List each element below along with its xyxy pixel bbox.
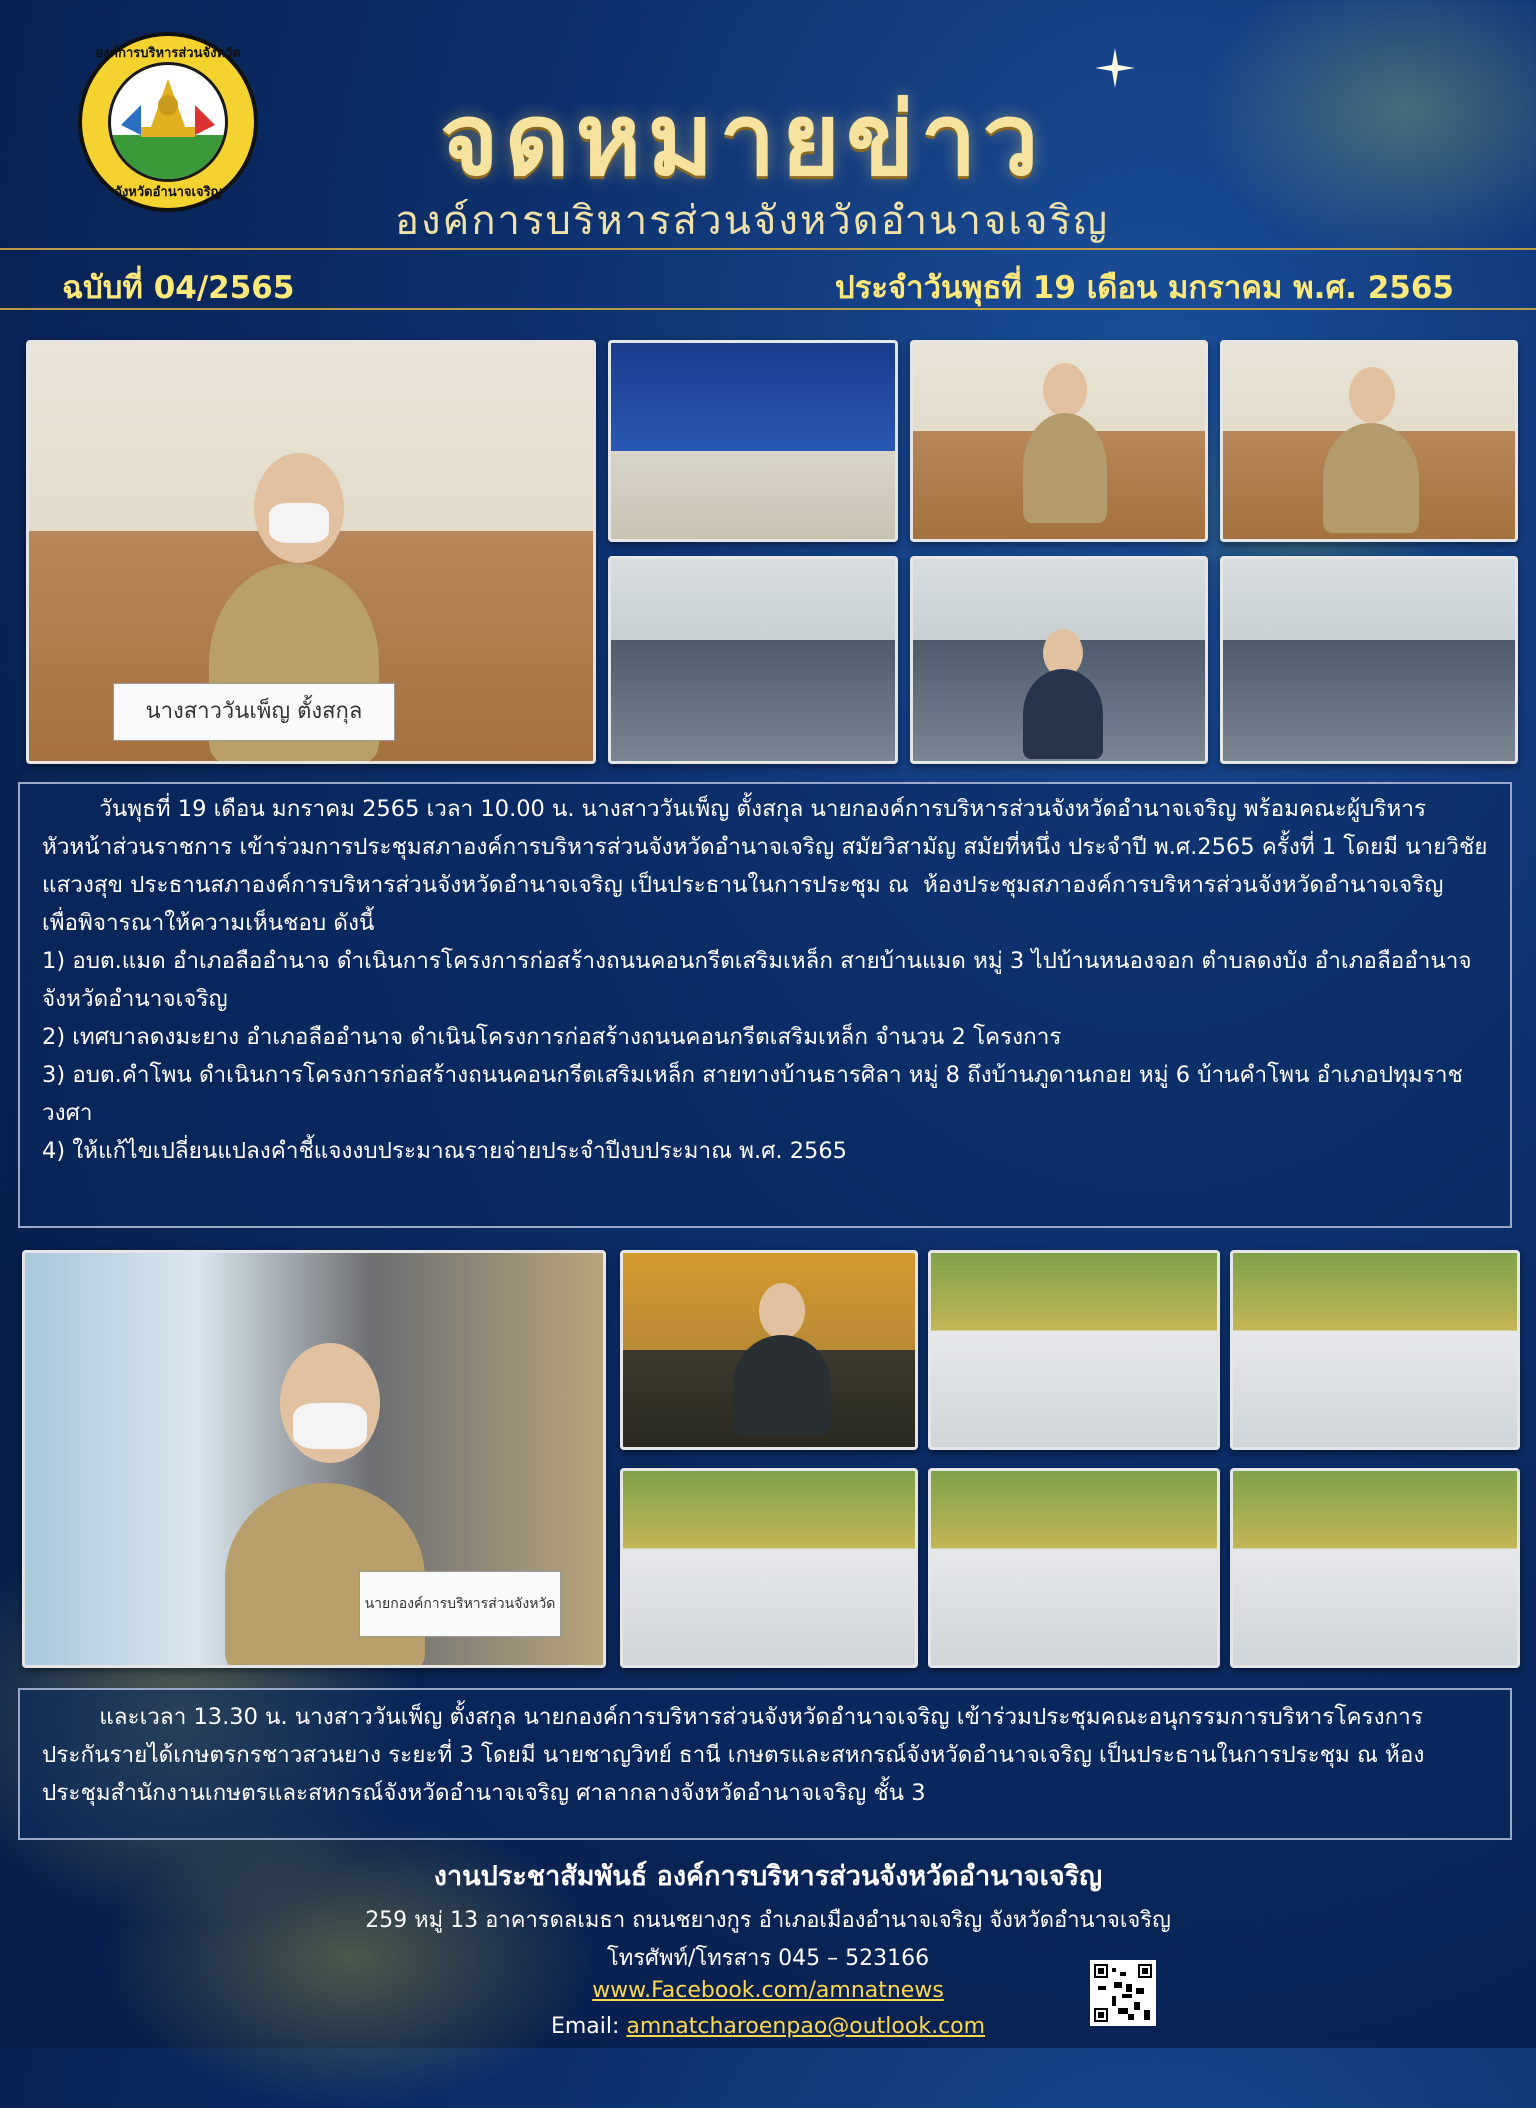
meeting-photo	[620, 1250, 918, 1450]
meeting-photo	[910, 340, 1208, 542]
meeting-photo	[608, 340, 898, 542]
article-list-item: 3) อบต.คำโพน ดำเนินการโครงการก่อสร้างถนนคอนกรีตเสริมเหล็ก สายทางบ้านธารศิลา หมู่ 8 ถึงบ้านภูดานกอย หมู่ 6 บ้านคำโพน อำเภอปทุมราชวงศา	[42, 1062, 1463, 1126]
logo-text-top: องค์การบริหารส่วนจังหวัด	[95, 46, 241, 61]
issue-date: ประจำวันพุธที่ 19 เดือน มกราคม พ.ศ. 2565	[835, 270, 1454, 306]
logo-text-bottom: จังหวัดอำนาจเจริญ	[114, 185, 222, 200]
qr-code-icon[interactable]	[1090, 1960, 1156, 2026]
article-list-item: 2) เทศบาลดงมะยาง อำเภอลืออำนาจ ดำเนินโครงการก่อสร้างถนนคอนกรีตเสริมเหล็ก จำนวน 2 โครงการ	[42, 1024, 1062, 1050]
footer-title: งานประชาสัมพันธ์ องค์การบริหารส่วนจังหวัดอำนาจเจริญ	[433, 1861, 1103, 1892]
nameplate: นายกองค์การบริหารส่วนจังหวัด	[359, 1571, 561, 1637]
main-photo-bottom	[22, 1250, 606, 1668]
meeting-photo	[620, 1468, 918, 1668]
nameplate: นางสาววันเพ็ญ ตั้งสกุล	[113, 683, 395, 741]
meeting-photo	[928, 1468, 1220, 1668]
divider	[0, 248, 1536, 250]
meeting-photo	[910, 556, 1208, 764]
footer-address: 259 หมู่ 13 อาคารดลเมธา ถนนชยางกูร อำเภอเมืองอำนาจเจริญ จังหวัดอำนาจเจริญ	[365, 1908, 1171, 1933]
meeting-photo	[1230, 1250, 1520, 1450]
footer-email	[0, 2014, 1536, 2039]
organization-logo	[78, 32, 258, 212]
meeting-photo	[1220, 556, 1518, 764]
meeting-photo	[1220, 340, 1518, 542]
facebook-link[interactable]: www.Facebook.com/amnatnews	[592, 1978, 944, 2003]
meeting-photo	[608, 556, 898, 764]
email-label: Email:	[550, 2014, 627, 2039]
sparkle-icon	[1095, 48, 1135, 88]
article-paragraph: เพื่อพิจารณาให้ความเห็นชอบ ดังนี้	[42, 910, 375, 936]
main-photo-top	[26, 340, 596, 764]
article-council-meeting	[18, 782, 1512, 1228]
meeting-photo	[1230, 1468, 1520, 1668]
logo-emblem	[108, 62, 228, 182]
meeting-photo	[928, 1250, 1220, 1450]
newsletter-header	[0, 0, 1536, 250]
newsletter-title: จดหมายข่าว	[440, 81, 1045, 198]
article-paragraph: วันพุธที่ 19 เดือน มกราคม 2565 เวลา 10.00 น. นางสาววันเพ็ญ ตั้งสกุล นายกองค์การบริหารส่วนจังหวัดอำนาจเจริญ พร้อมคณะผู้บริหาร หัวหน้าส่วนราชการ เข้าร่วมการประชุมสภาองค์การบริหารส่วนจังหวัดอำนาจเจริญ สมัยวิสามัญ สมัยที่หนึ่ง ประจำปี พ.ศ.2565 ครั้งที่ 1 โดยมี นายวิชัย แสวงสุข ประธานสภาองค์การบริหารส่วนจังหวัดอำนาจเจริญ เป็นประธานในการประชุม ณ ห้องประชุมสภาองค์การบริหารส่วนจังหวัดอำนาจเจริญ	[42, 796, 1495, 898]
divider	[0, 308, 1536, 310]
issue-number: ฉบับที่ 04/2565	[62, 270, 295, 306]
article-paragraph: และเวลา 13.30 น. นางสาววันเพ็ญ ตั้งสกุล นายกองค์การบริหารส่วนจังหวัดอำนาจเจริญ เข้าร่วมประชุมคณะอนุกรรมการบริหารโครงการประกันรายได้เกษตรกรชาวสวนยาง ระยะที่ 3 โดยมี นายชาญวิทย์ ธานี เกษตรและสหกรณ์จังหวัดอำนาจเจริญ เป็นประธานในการประชุม ณ ห้องประชุมสำนักงานเกษตรและสหกรณ์จังหวัดอำนาจเจริญ ศาลากลางจังหวัดอำนาจเจริญ ชั้น 3	[42, 1704, 1425, 1806]
footer-phone: โทรศัพท์/โทรสาร 045 – 523166	[606, 1946, 930, 1971]
article-rubber-income-meeting	[18, 1688, 1512, 1840]
article-list-item: 1) อบต.แมด อำเภอลืออำนาจ ดำเนินการโครงการก่อสร้างถนนคอนกรีตเสริมเหล็ก สายบ้านแมด หมู่ 3 ไปบ้านหนองจอก ตำบลดงบัง อำเภอลืออำนาจ จังหวัดอำนาจเจริญ	[42, 948, 1472, 1012]
organization-name: องค์การบริหารส่วนจังหวัดอำนาจเจริญ	[395, 198, 1110, 244]
article-list-item: 4) ให้แก้ไขเปลี่ยนแปลงคำชี้แจงงบประมาณรายจ่ายประจำปีงบประมาณ พ.ศ. 2565	[42, 1138, 847, 1164]
email-link[interactable]: amnatcharoenpao@outlook.com	[626, 2014, 986, 2039]
